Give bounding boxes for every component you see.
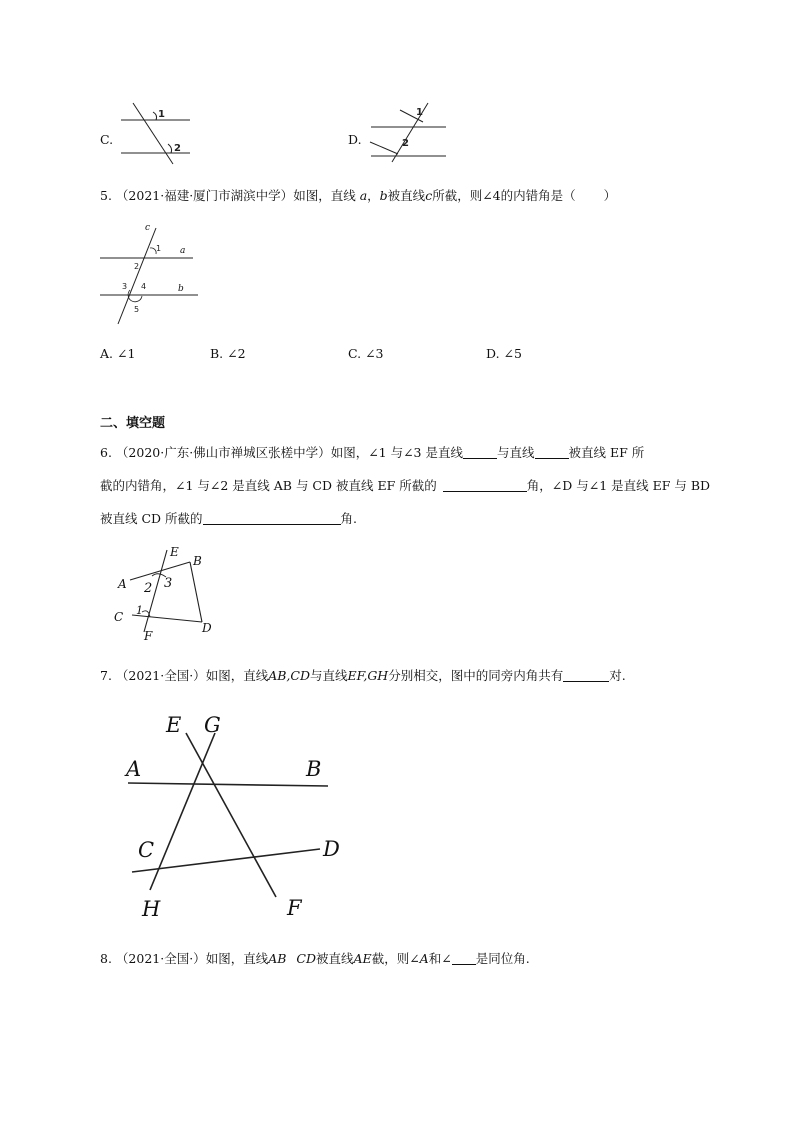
q6-line3-a: 被直线 CD 所截的 <box>100 511 203 526</box>
q7-source: （2021·全国·） <box>115 668 206 683</box>
q7-fig-label-c: C <box>138 838 155 862</box>
option-c-angle-2: 2 <box>174 143 181 154</box>
q5-fig-angle-5: 5 <box>134 305 140 314</box>
q6-line1-a: 如图，∠1 与∠3 是直线 <box>330 445 463 460</box>
q5-figure <box>98 220 203 325</box>
q5-fig-angle-4: 4 <box>141 282 147 291</box>
q6-line2-a: 截的内错角，∠1 与∠2 是直线 AB 与 CD 被直线 EF 所截的 <box>100 478 437 493</box>
q6-line2-b: 角，∠D 与∠1 是直线 EF 与 BD <box>526 478 711 493</box>
q6-blank-3[interactable] <box>443 478 527 492</box>
q5-text-a: 如图，直线 <box>293 188 356 203</box>
q5-fig-angle-1: 1 <box>156 244 162 253</box>
q8-blank[interactable] <box>452 951 476 965</box>
q6-blank-4[interactable] <box>203 511 341 525</box>
q7-fig-label-e: E <box>166 713 182 737</box>
q6-fig-label-c: C <box>114 610 124 624</box>
q5-text-end: ） <box>603 188 617 203</box>
q8-var-ae: AE <box>353 951 372 966</box>
option-d-angle-1: 1 <box>416 107 423 118</box>
q6-line-3 <box>100 511 357 526</box>
q7-figure <box>120 710 360 925</box>
q7-text-c: 分别相交，图中的同旁内角共有 <box>388 668 564 683</box>
q5-var-b: b <box>379 188 388 203</box>
q7-fig-label-f: F <box>287 896 302 920</box>
q5-option-c-label: C. <box>348 346 362 361</box>
q6-blank-2[interactable] <box>535 445 569 459</box>
q8-text-d: 和∠ <box>428 951 452 966</box>
q5-fig-angle-3: 3 <box>122 282 128 291</box>
option-d-figure <box>368 100 453 165</box>
q7-blank[interactable] <box>563 668 609 682</box>
q5-var-a: a <box>359 188 368 203</box>
q6-fig-label-a: A <box>118 577 127 591</box>
q5-comma: ， <box>367 188 380 203</box>
q7-fig-label-b: B <box>306 757 322 781</box>
section-title-fill-in: 二、填空题 <box>100 416 166 431</box>
q5-fig-label-a: a <box>180 246 186 256</box>
q5-option-d-value: ∠5 <box>503 346 522 361</box>
q7-stem <box>100 668 626 683</box>
q6-fig-angle-1: 1 <box>136 604 143 617</box>
q7-vars-ab-cd: AB,CD <box>268 668 310 683</box>
q5-fig-angle-2: 2 <box>134 262 140 271</box>
q6-line-1 <box>100 445 644 460</box>
q8-var-cd: CD <box>296 951 317 966</box>
q8-text-a: 如图，直线 <box>205 951 269 966</box>
q7-fig-label-g: G <box>204 713 221 737</box>
q7-number: 7. <box>100 668 112 683</box>
q5-text-c: 所截，则∠4的内错角是（ <box>432 188 576 203</box>
q5-var-c: c <box>425 188 433 203</box>
q7-fig-label-a: A <box>126 757 142 781</box>
q6-number: 6. <box>100 445 112 460</box>
q8-var-a: A <box>419 951 429 966</box>
q6-line-2 <box>100 478 710 493</box>
q6-source: （2020·广东·佛山市禅城区张槎中学） <box>115 445 331 460</box>
q7-fig-label-d: D <box>323 837 340 861</box>
q8-number: 8. <box>100 951 112 966</box>
q8-text-e: 是同位角. <box>475 951 530 966</box>
q5-option-b-label: B. <box>210 346 224 361</box>
option-c-angle-1: 1 <box>158 109 165 120</box>
q8-source: （2021·全国·） <box>115 951 206 966</box>
q8-text-c: 截，则∠ <box>371 951 420 966</box>
q5-source: （2021·福建·厦门市湖滨中学） <box>115 188 294 203</box>
q6-fig-label-b: B <box>193 554 202 568</box>
q8-stem <box>100 951 530 966</box>
q8-var-ab: AB <box>268 951 287 966</box>
q5-option-a[interactable] <box>100 348 135 361</box>
q8-text-b: 被直线 <box>316 951 354 966</box>
option-c-label: C. <box>100 132 114 147</box>
q6-fig-label-e: E <box>170 545 179 559</box>
q7-fig-label-h: H <box>142 897 161 921</box>
q6-line1-b: 与直线 <box>497 445 535 460</box>
q5-fig-label-c: c <box>145 223 151 233</box>
q6-blank-1[interactable] <box>463 445 497 459</box>
q7-vars-ef-gh: EF,GH <box>347 668 389 683</box>
q5-fig-label-b: b <box>178 284 184 294</box>
q5-option-b-value: ∠2 <box>227 346 246 361</box>
q7-text-d: 对. <box>609 668 626 683</box>
q6-fig-label-d: D <box>202 621 212 635</box>
q5-stem <box>100 190 616 203</box>
q5-text-b: 被直线 <box>387 188 426 203</box>
q5-option-d-label: D. <box>486 346 500 361</box>
q5-option-a-label: A. <box>100 346 114 361</box>
q6-fig-label-f: F <box>144 629 153 643</box>
q6-figure <box>110 542 225 644</box>
q5-option-c-value: ∠3 <box>365 346 384 361</box>
q6-fig-angle-3: 3 <box>164 576 173 591</box>
q5-option-b[interactable] <box>210 348 246 361</box>
q5-option-d[interactable] <box>486 348 522 361</box>
option-c-figure <box>118 100 198 165</box>
q5-number: 5. <box>100 188 112 203</box>
q7-text-a: 如图，直线 <box>205 668 269 683</box>
option-d-label: D. <box>348 132 362 147</box>
q5-option-a-value: ∠1 <box>117 346 136 361</box>
q6-line3-b: 角. <box>340 511 358 526</box>
q7-text-b: 与直线 <box>309 668 348 683</box>
option-d-angle-2: 2 <box>402 138 409 149</box>
q6-fig-angle-2: 2 <box>144 581 153 596</box>
q5-option-c[interactable] <box>348 348 384 361</box>
q6-line1-c: 被直线 EF 所 <box>568 445 645 460</box>
